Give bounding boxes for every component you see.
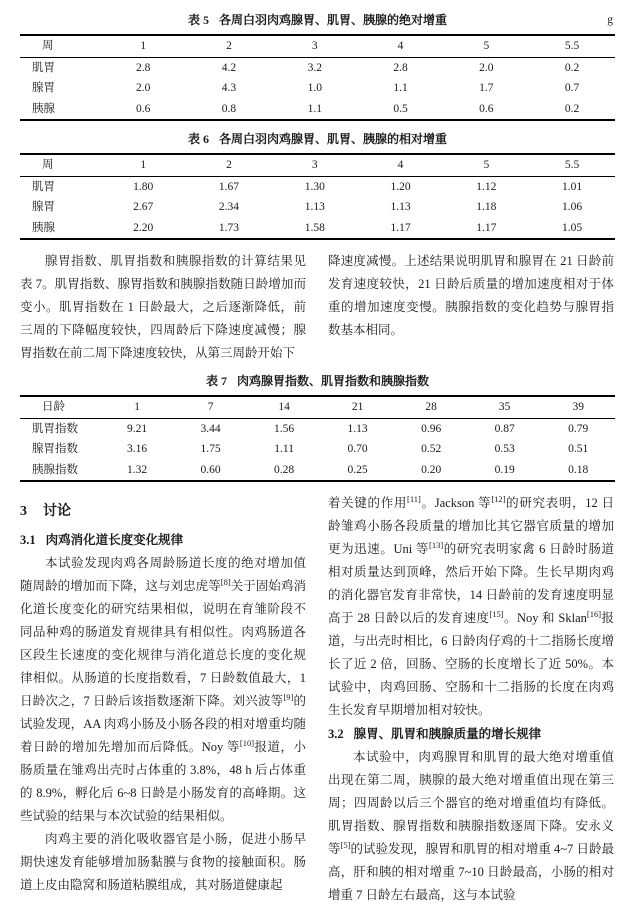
paragraph-gut-length-pattern: 本试验发现肉鸡各周龄肠道长度的绝对增加值随周龄的增加而下降，这与刘忠虎等[8]关于固始鸡消化道长度变化的研究结果相似，说明在育雏阶段不同品种鸡的肠道发育规律具有相似性。肉鸡肠道各区段生长速度的变化规律与消化道总长度的变化规律相似。从肠道的长度指数看，7 日龄数值最大，1 日龄次之，7 日龄后该指数逐渐下降。刘兴波等[9]的试验发现，AA 肉鸡小肠及小肠各段的相对增重均随着日龄的增加先增加而后降低。Noy 等[10]报道，小肠质量在雏鸡出壳时占体重的 3.8%，48 h 后占体重的 8.9%，孵化后 6~8 日龄是小肠发育的高峰期。这些试验的结果与本次试验的结果相似。 [20,556,306,823]
mid-text-right-column: 降速度减慢。上述结果说明肌胃和腺胃在 21 日龄前发育速度较快，21 日龄后质量的增加速度相对于体重的增加速度变慢。胰腺指数的变化趋势与腺胃指数基本相同。 [328,254,614,337]
table7-organ-indices [20,395,615,482]
citation-ref: [16] [586,608,602,619]
table-cell: 9.21 [127,422,148,435]
table-cell: 0.5 [393,102,408,115]
table-cell: 2.67 [133,201,154,213]
citation-ref: [9] [283,691,294,702]
table-cell: 2.8 [136,61,151,74]
table-header-row [20,35,615,57]
table-cell: 2.8 [393,61,408,74]
table-cell: 1.56 [274,422,295,435]
table6-title-text: 各周白羽肉鸡腺胃、肌胃、胰腺的相对增重 [219,132,448,146]
table-cell: 1.17 [476,221,497,234]
table-cell: 0.19 [494,463,515,476]
table6-section [20,131,615,240]
table-cell: 1.7 [479,82,494,94]
table-header-cell: 2 [186,35,272,57]
table-header-cell: 1 [100,396,174,418]
table7-section [20,373,615,482]
table-cell: 1.0 [307,82,322,94]
table-row-label: 肌胃 [32,61,55,74]
table-row-label: 腺胃指数 [32,443,78,455]
citation-ref: [12] [491,493,506,504]
table-cell: 1.67 [218,180,240,193]
table-header-cell: 5.5 [529,154,615,176]
table-row-label: 胰腺 [32,102,55,115]
table-header-cell: 35 [468,396,542,418]
paragraph-organ-development: 着关键的作用[11]。Jackson 等[12]的研究表明，12 日龄雏鸡小肠各段质量的增加比其它器官质量的增加更为迅速。Uni 等[13]的研究表明家禽 6 日龄时肠道相对质量达到顶峰，然后开始下降。生长早期肉鸡的消化器官发育非常快，14 日龄前的发育速度明显高于 28 日龄以后的发育速度[15]。Noy 和 Sklan[16]报道，与出壳时相比，6 日龄肉仔鸡的十二指肠长度增长了近 2 倍，回肠、空肠的长度增长了近 50%。本试验中，肉鸡回肠、空肠和十二指肠的长度在肉鸡生长发育早期增加相对较快。 [328,493,614,717]
section-3-1-heading [20,530,306,548]
table-header-cell: 1 [100,35,186,57]
table-row [20,57,615,78]
table5-unit: g [607,14,613,26]
table-cell: 0.2 [564,61,580,74]
table-header-cell: 3 [272,154,358,176]
table-cell: 1.1 [393,82,408,94]
table-cell: 4.3 [221,82,237,94]
section-3-2-title: 腺胃、肌胃和胰腺质量的增长规律 [353,727,542,741]
table-row [20,99,615,121]
table-row-label: 胰腺指数 [32,463,78,476]
table6-title [20,131,615,147]
table-cell: 0.96 [421,422,442,435]
table-cell: 0.6 [136,102,151,115]
table5-title-text: 各周白羽肉鸡腺胃、肌胃、胰腺的绝对增重 [219,13,448,27]
discussion-right-column [328,492,614,907]
table-cell: 1.30 [304,180,325,193]
section-3-2-number: 3.2 [328,727,344,741]
table-cell: 0.60 [200,463,221,476]
table-row [20,176,615,197]
table-row [20,460,615,482]
table-cell: 1.01 [562,180,583,193]
table-cell: 1.20 [390,180,411,193]
table-row [20,418,615,439]
table-cell: 0.20 [421,463,442,476]
table-header-cell: 5.5 [529,35,615,57]
table-row-label: 腺胃 [32,201,55,213]
table-cell: 0.70 [347,443,368,455]
citation-ref: [15] [489,608,504,619]
table-row-label: 胰腺 [32,221,55,234]
table-cell: 0.28 [274,463,295,476]
table-row [20,439,615,460]
table-header-label: 日龄 [20,396,100,418]
section-3-heading [20,500,306,520]
table-cell: 1.18 [476,201,497,213]
table-header-cell: 7 [174,396,248,418]
table5-section [20,12,615,121]
table5-absolute-weight-gain [20,34,615,121]
table-row [20,78,615,99]
table-cell: 0.51 [568,443,589,455]
table-cell: 1.12 [476,180,497,193]
table-cell: 1.13 [347,422,368,435]
table5-label: 表 5 [187,13,209,27]
table-row-label: 腺胃 [32,82,55,94]
section-3-2-heading [328,724,614,742]
table-header-cell: 4 [358,154,444,176]
table-header-label: 周 [20,35,100,57]
section-3-title: 讨论 [43,504,71,519]
table-cell: 1.75 [200,443,221,455]
table-cell: 1.80 [133,180,154,193]
table-header-cell: 14 [247,396,321,418]
table-cell: 2.0 [479,61,494,74]
discussion-left-column [20,492,306,907]
section-3-1-title: 肉鸡消化道长度变化规律 [45,533,184,547]
table-row [20,218,615,240]
table-cell: 1.06 [562,201,583,213]
mid-text-block [20,250,615,365]
table-header-cell: 2 [186,154,272,176]
citation-ref: [11] [407,493,421,504]
table-cell: 3.16 [127,443,148,455]
table-cell: 0.7 [564,82,580,94]
table-cell: 3.44 [200,422,221,435]
table-cell: 1.05 [562,221,583,234]
paragraph-small-intestine-role: 肉鸡主要的消化吸收器官是小肠，促进小肠早期快速发育能够增加肠黏膜与食物的接触面积。肠道上皮由隐窝和肠道粘膜组成，其对肠道健康起 [20,832,306,892]
table-header-row [20,396,615,418]
table-row-label: 肌胃 [32,180,55,193]
table-header-label: 周 [20,154,100,176]
table-cell: 2.20 [133,221,154,234]
table-cell: 1.1 [307,102,322,115]
table-header-row [20,154,615,176]
table5-title [20,12,615,28]
table6-relative-weight-gain [20,153,615,240]
section-3-1-number: 3.1 [20,533,36,547]
table-cell: 2.0 [136,82,151,94]
table-cell: 0.2 [564,102,580,115]
mid-text-left-column: 腺胃指数、肌胃指数和胰腺指数的计算结果见表 7。肌胃指数、腺胃指数和胰腺指数随日龄增加而变小。肌胃指数在 1 日龄最大，之后逐渐降低，前三周的下降幅度较快，四周龄后下降速度减慢；腺胃指数在前二周下降速度较快，从第三周龄开始下 [20,254,306,360]
table6-label: 表 6 [187,132,209,146]
table-cell: 1.17 [390,221,411,234]
table-row [20,197,615,218]
table7-title-text: 肉鸡腺胃指数、肌胃指数和胰腺指数 [237,374,430,388]
table7-label: 表 7 [205,374,227,388]
table-cell: 1.13 [390,201,411,213]
table-cell: 1.58 [304,221,325,234]
table-cell: 1.32 [127,463,148,476]
paragraph-gizzard-growth-pattern: 本试验中，肉鸡腺胃和肌胃的最大绝对增重值出现在第二周，胰腺的最大绝对增重值出现在第三周；四周龄以后三个器官的绝对增重值均有降低。肌胃指数、腺胃指数和胰腺指数逐周下降。安永义等[5]的试验发现，腺胃和肌胃的相对增重 4~7 日龄最高，肝和胰的相对增重 7~10 日龄最高，小肠的相对增重 7 日龄左右最高，这与本试验 [328,750,614,902]
table-cell: 4.2 [221,61,237,74]
table-header-cell: 3 [272,35,358,57]
table-cell: 0.25 [347,463,368,476]
table-row-label: 肌胃指数 [32,422,78,435]
discussion-section [20,492,615,907]
citation-ref: [5] [340,839,351,850]
citation-ref: [8] [220,576,231,587]
table-header-cell: 21 [321,396,395,418]
table-cell: 0.79 [568,422,589,435]
table-cell: 2.34 [218,201,240,213]
section-3-number: 3 [20,504,27,519]
table-header-cell: 1 [100,154,186,176]
table-cell: 0.52 [421,443,442,455]
table-cell: 3.2 [307,61,322,74]
citation-ref: [10] [239,737,255,748]
table-cell: 0.87 [494,422,515,435]
table-cell: 1.13 [304,201,325,213]
table-header-cell: 5 [443,35,529,57]
table-header-cell: 5 [443,154,529,176]
table-cell: 0.53 [494,443,515,455]
table-cell: 1.73 [218,221,240,234]
table-cell: 0.6 [479,102,494,115]
table-header-cell: 28 [394,396,468,418]
table-cell: 0.8 [221,102,237,115]
table7-title [20,373,615,389]
table-cell: 0.18 [568,463,589,476]
citation-ref: [13] [429,539,444,550]
table-header-cell: 39 [541,396,615,418]
table-cell: 1.11 [274,443,294,455]
table-header-cell: 4 [358,35,444,57]
